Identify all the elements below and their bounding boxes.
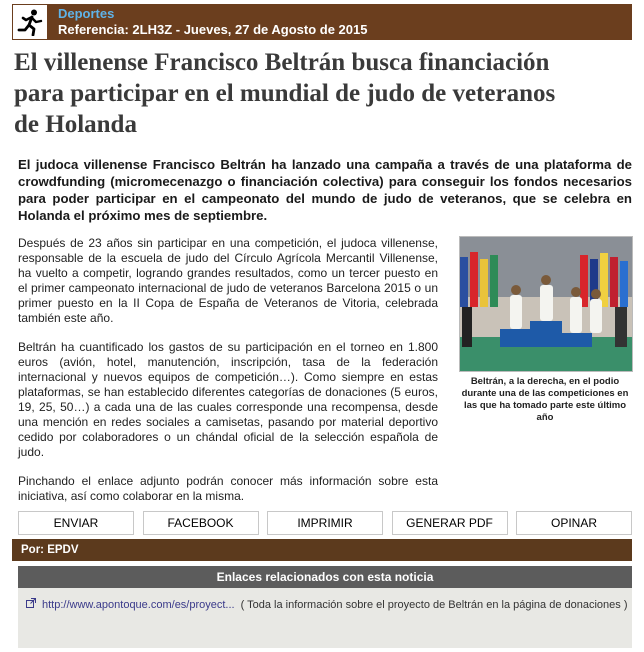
article-paragraph: Después de 23 años sin participar en una competición, el judoca villenense, responsable de la escuela de judo del Círculo Agrícola Mercantil Villenense, ha vuelto a competir, logrando grandes resultados, como un tercer puesto en el primer campeonato internacional de judo de veteranos Barcelona 2015 o un primer puesto en la II Copa de España de Veteranos de Vitoria, celebrada también este año. — [18, 236, 438, 325]
comment-button[interactable]: OPINAR — [516, 511, 632, 535]
header-meta — [48, 4, 367, 40]
article-lead: El judoca villenense Francisco Beltrán ha lanzado una campaña a través de una plataforma de crowdfunding (micromecenazgo o financiación colectiva) para conseguir los fondos necesarios para poder participar en el campeonato del mundo de judo de veteranos, que se celebra en Holanda el próximo mes de septiembre. — [18, 157, 632, 223]
section-label[interactable]: Deportes — [58, 6, 115, 21]
send-button[interactable]: ENVIAR — [18, 511, 134, 535]
article-body — [18, 236, 438, 518]
author-bar: Por: EPDV — [12, 539, 632, 561]
facebook-button[interactable]: FACEBOOK — [143, 511, 259, 535]
article-title: El villenense Francisco Beltrán busca financiación para participar en el mundial de judo de veteranos de Holanda — [14, 49, 556, 138]
related-links-heading: Enlaces relacionados con esta noticia — [18, 566, 632, 588]
related-link-item — [18, 588, 632, 611]
external-link-icon — [26, 598, 36, 611]
generate-pdf-button[interactable]: GENERAR PDF — [392, 511, 508, 535]
podium-photo-illustration — [460, 237, 632, 371]
photo-caption: Beltrán, a la derecha, en el podio durante una de las competiciones en las que ha tomado parte este último año — [461, 376, 629, 423]
article-paragraph: Beltrán ha cuantificado los gastos de su participación en el torneo en 1.800 euros (avión, hotel, manutención, inscripción, tasa de la federación internacional y nuevos equipos de competición…). Como siempre en estas plataformas, se han establecido diferentes categorías de donaciones (5 euros, 19, 25, 50…) a cada una de las cuales corresponde una recompensa, desde una mención en redes sociales a camisetas, pasando por material deportivo cedido por colaboradores o un chándal oficial de la selección española de judo. — [18, 340, 438, 459]
related-link[interactable]: http://www.apontoque.com/es/proyect... — [42, 598, 235, 611]
article-photo[interactable] — [459, 236, 633, 372]
action-bar — [18, 511, 632, 535]
related-links-panel — [18, 566, 632, 648]
print-button[interactable]: IMPRIMIR — [267, 511, 383, 535]
article-header — [12, 4, 632, 40]
article-paragraph: Pinchando el enlace adjunto podrán conocer más información sobre esta iniciativa, así como colaborar en la misma. — [18, 474, 438, 503]
reference-date: Referencia: 2LH3Z - Jueves, 27 de Agosto de 2015 — [58, 22, 368, 37]
related-link-description: ( Toda la información sobre el proyecto de Beltrán en la página de donaciones ) — [240, 598, 628, 611]
runner-icon — [12, 4, 48, 40]
